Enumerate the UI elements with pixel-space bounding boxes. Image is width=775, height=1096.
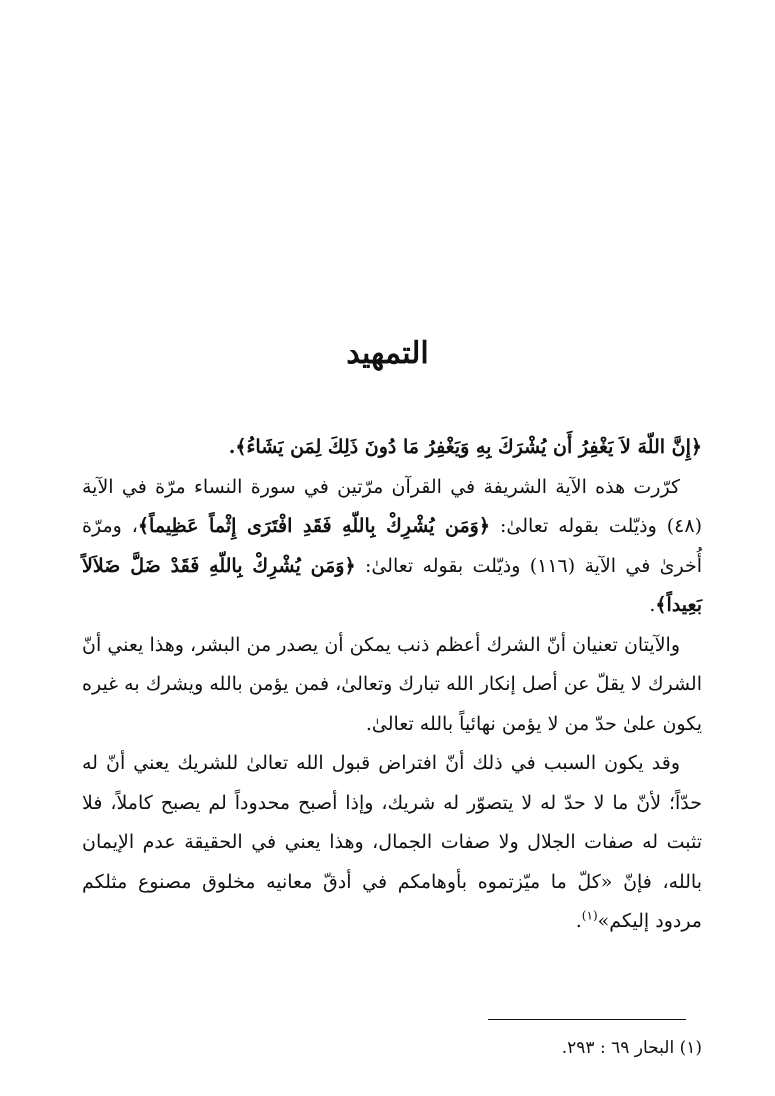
paragraph-3-end: . bbox=[575, 910, 582, 932]
footnote-divider bbox=[488, 1019, 686, 1020]
page-title: التمهيد bbox=[346, 336, 429, 371]
body-text bbox=[82, 428, 702, 942]
opening-verse: ﴿إِنَّ اللّهَ لاَ يَغْفِرُ أَن يُشْرَكَ بِهِ وَيَغْفِرُ مَا دُونَ ذَلِكَ لِمَن يَشَاءُ﴾. bbox=[228, 436, 702, 458]
paragraph-2: والآيتان تعنيان أنّ الشرك أعظم ذنب يمكن أن يصدر من البشر، وهذا يعني أنّ الشرك لا يقلّ عن أصل إنكار الله تبارك وتعالىٰ، فمن يؤمن بالله ويشرك به غيره يكون علىٰ حدّ من لا يؤمن نهائياً بالله تعالىٰ. bbox=[82, 633, 702, 735]
paragraph-3-text: وقد يكون السبب في ذلك أنّ افتراض قبول الله تعالىٰ للشريك يعني أنّ له حدّاً؛ لأنّ ما لا حدّ له لا يتصوّر له شريك، وإذا أصبح محدوداً لم يصبح كاملاً، فلا تثبت له صفات الجلال ولا صفات الجمال، وهذا يعني في الحقيقة عدم الإيمان بالله، فإنّ «كلّ ما ميّزتموه بأوهامكم في أدقّ معانيه مخلوق مصنوع مثلكم مردود إليكم» bbox=[82, 752, 702, 932]
verse-quote-1: ﴿وَمَن يُشْرِكْ بِاللّهِ فَقَدِ افْتَرَى إِثْماً عَظِيماً﴾ bbox=[137, 515, 490, 537]
paragraph-1-part-3: . bbox=[649, 594, 656, 616]
verse-quote-2: ﴿وَمَن يُشْرِكْ بِاللّهِ فَقَدْ ضَلَّ ضَلاَلاً بَعِيداً﴾ bbox=[82, 554, 702, 616]
paragraph-1 bbox=[82, 468, 702, 626]
paragraph-3 bbox=[82, 744, 702, 942]
footnote: (١) البحار ٦٩ : ٢٩٣. bbox=[561, 1038, 702, 1058]
footnote-reference[interactable]: (١) bbox=[581, 908, 598, 923]
paragraph-1-part-1: كرّرت هذه الآية الشريفة في القرآن مرّتين في سورة النساء مرّة في الآية (٤٨) وذيّلت بقوله تعالىٰ: bbox=[82, 475, 703, 537]
paragraph-1-part-2: ، ومرّة أُخرىٰ في الآية (١١٦) وذيّلت بقوله تعالىٰ: bbox=[82, 515, 703, 577]
